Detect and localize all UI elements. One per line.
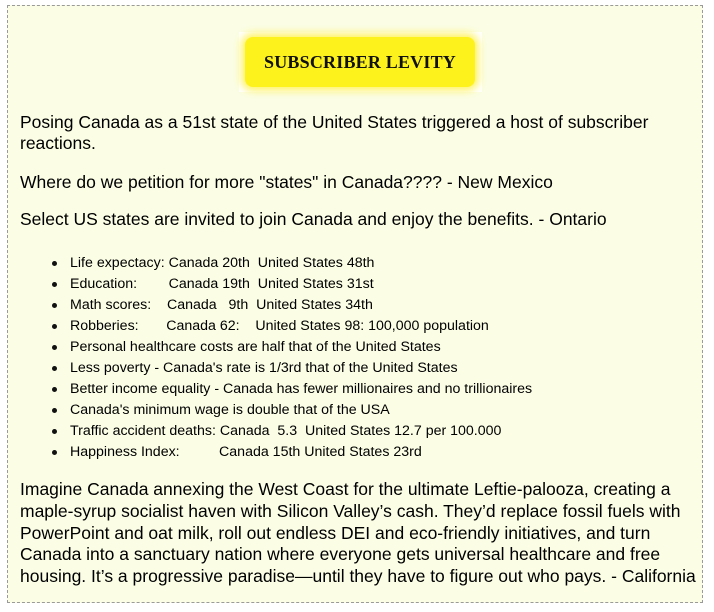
list-item: Less poverty - Canada's rate is 1/3rd that of the United States (52, 358, 532, 379)
california-line-5: housing. It’s a progressive paradise—until they have to figure out who pays. - California (20, 566, 696, 587)
intro-paragraph (20, 112, 648, 154)
list-item: Robberies: Canada 62: United States 98: 100,000 population (52, 316, 532, 337)
california-paragraph (20, 479, 696, 588)
list-item: Better income equality - Canada has fewer millionaires and no trillionaires (52, 379, 532, 400)
banner-frame (239, 32, 482, 92)
list-item: Traffic accident deaths: Canada 5.3 United States 12.7 per 100.000 (52, 421, 532, 442)
list-item: Canada's minimum wage is double that of the USA (52, 400, 532, 421)
california-line-3: PowerPoint and oat milk, roll out endless DEI and eco-friendly initiatives, and turn (20, 522, 651, 543)
list-item: Happiness Index: Canada 15th United States 23rd (52, 442, 532, 463)
california-line-4: Canada into a sanctuary nation where everyone gets universal healthcare and free (20, 544, 661, 565)
list-item: Life expectacy: Canada 20th United States 48th (52, 253, 532, 274)
banner-highlight (245, 37, 475, 87)
list-item: Personal healthcare costs are half that of the United States (52, 337, 532, 358)
intro-line-2: reactions. (20, 133, 96, 153)
benefits-list (52, 253, 532, 463)
california-line-1: Imagine Canada annexing the West Coast for the ultimate Leftie-palooza, creating a (20, 479, 671, 499)
quote-ontario: Select US states are invited to join Canada and enjoy the benefits. - Ontario (20, 209, 607, 229)
banner-title: SUBSCRIBER LEVITY (264, 51, 456, 72)
california-line-2: maple-syrup socialist haven with Silicon Valley’s cash. They’d replace fossil fuels with (20, 500, 681, 521)
article-panel (7, 5, 703, 603)
list-item: Math scores: Canada 9th United States 34th (52, 295, 532, 316)
intro-line-1: Posing Canada as a 51st state of the United States triggered a host of subscriber (20, 112, 649, 132)
quote-new-mexico: Where do we petition for more "states" in Canada???? - New Mexico (20, 172, 553, 192)
list-item: Education: Canada 19th United States 31st (52, 274, 532, 295)
